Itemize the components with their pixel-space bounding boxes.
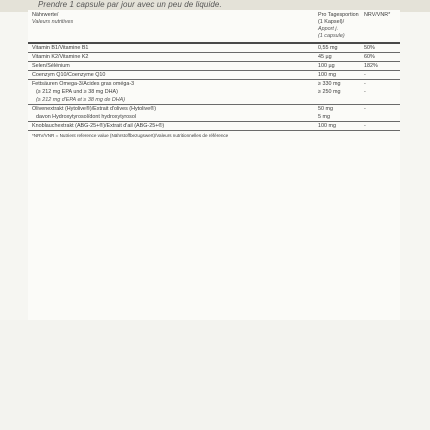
row-nrv: - [364,81,366,87]
header-capsule-de: (1 Kapsel)/ [318,19,345,25]
row-amount: ≥ 250 mg [318,89,341,95]
row-name: Selen/Sélénium [32,63,70,69]
header-divider [28,42,400,44]
row-divider [28,79,400,80]
row-name: Coenzym Q10/Coenzyme Q10 [32,72,106,78]
row-amount: 45 µg [318,54,332,60]
row-divider [28,52,400,53]
row-amount: 100 mg [318,72,336,78]
row-name: Fettsäuren Omega-3/Acides gras oméga-3 [32,81,135,87]
row-amount: 50 mg [318,106,333,112]
nutrition-table [28,10,400,320]
header-daily-portion: Pro Tagesportion [318,12,359,18]
row-amount: 0,55 mg [318,45,338,51]
row-name: Knoblauchextrakt (ABG-25+®)/Extrait d'ail (ABG-25+®) [32,123,165,129]
row-nrv: 60% [364,54,375,60]
header-capsule-fr: (1 capsule) [318,33,345,39]
row-amount: 100 µg [318,63,335,69]
row-name: Vitamin B1/Vitamine B1 [32,45,89,51]
row-divider [28,70,400,71]
row-divider [28,130,400,131]
row-divider [28,61,400,62]
row-divider [28,104,400,105]
row-name: Vitamin K2/Vitamine K2 [32,54,89,60]
row-name: davon Hydroxytyrosol/dont hydroxytyrosol [36,114,137,120]
row-divider [28,121,400,122]
row-amount: ≥ 330 mg [318,81,341,87]
row-amount: 100 mg [318,123,336,129]
row-nrv: 182% [364,63,378,69]
row-nrv: - [364,72,366,78]
header-nutrients-de: Nährwerte/ [32,12,59,18]
row-amount: 5 mg [318,114,330,120]
row-nrv: - [364,123,366,129]
row-nrv: - [364,106,366,112]
header-nutrients-fr: Valeurs nutritives [32,19,74,25]
header-apport: Apport j. [318,26,339,32]
row-name: (≥ 212 mg EPA und ≥ 38 mg DHA) [36,89,118,95]
footnote: *NRV/VNR = Nutrient reference value (Nährstoffbezugswert)/Valeurs nutritionnelles de référence [32,133,229,138]
row-name: (≥ 212 mg d'EPA et ≥ 38 mg de DHA) [36,97,126,103]
row-nrv: 50% [364,45,375,51]
row-name: Olivenextrakt (Hytolive®)/Extrait d'olives (Hytolive®) [32,106,157,112]
dosage-instruction: Prendre 1 capsule par jour avec un peu de liquide. [38,0,222,9]
row-nrv: - [364,89,366,95]
header-nrv: NRV/VNR* [364,12,391,18]
label-lower-area [0,320,430,430]
